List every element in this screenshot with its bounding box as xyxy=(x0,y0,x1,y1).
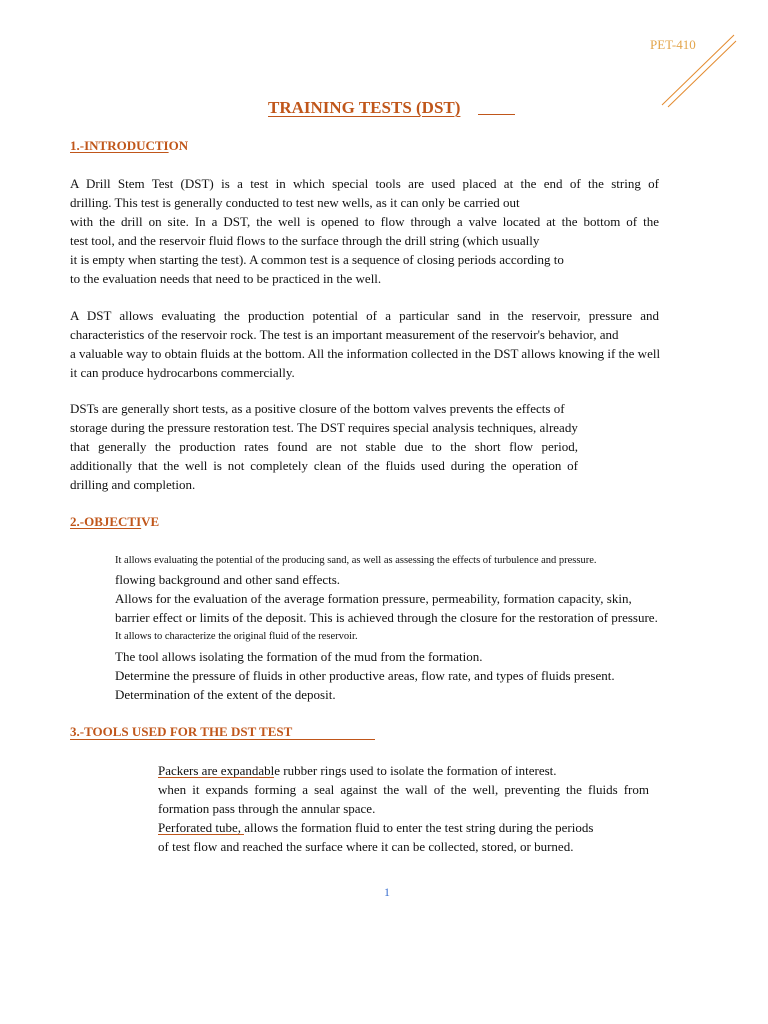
paragraph-line: drilling and completion. xyxy=(70,477,196,492)
list-item-text: Determination of the extent of the deposit. xyxy=(115,687,336,702)
paragraph-line: storage during the pressure restoration test. The DST requires special analysis techniques, already xyxy=(70,420,578,435)
list-item-text: It allows evaluating the potential of the producing sand, as well as assessing the effects of turbulence and pressure. xyxy=(115,555,597,566)
list-item-text: barrier effect or limits of the deposit. This is achieved through the closure for the restoration of pressure. xyxy=(115,610,658,625)
list-item-rest: allows the formation fluid to enter the test string during the periods xyxy=(244,820,594,835)
list-item-text: Allows for the evaluation of the average formation pressure, permeability, formation capacity, skin, xyxy=(115,591,632,606)
list-item-lead: Packers are expandab xyxy=(158,763,271,778)
paragraph-line: to the evaluation needs that need to be practiced in the well. xyxy=(70,271,382,286)
list-item-rest: le rubber rings used to isolate the formation of interest. xyxy=(270,763,557,778)
document-title: TRAINING TESTS (DST) xyxy=(268,98,461,117)
document-code: PET-410 xyxy=(650,37,696,52)
paragraph-line: a valuable way to obtain fluids at the bottom. All the information collected in the DST allows knowing if the well xyxy=(70,346,661,361)
paragraph-line: it can produce hydrocarbons commercially. xyxy=(70,365,295,380)
lead-underline xyxy=(158,834,244,835)
paragraph-line: characteristics of the reservoir rock. The test is an important measurement of the reservoir's behavior, and xyxy=(70,327,619,342)
section-heading-objective xyxy=(70,514,159,530)
list-item-text: The tool allows isolating the formation of the mud from the formation. xyxy=(115,649,483,664)
heading-underline xyxy=(70,739,375,740)
paragraph-line: with the drill on site. In a DST, the well is opened to flow through a valve located at the bottom of the xyxy=(70,214,659,229)
list-item-lead: Perforated tube, xyxy=(158,820,245,835)
paragraph-line: drilling. This test is generally conducted to test new wells, as it can only be carried out xyxy=(70,195,520,210)
paragraph-line: that generally the production rates found are not stable due to the short flow period, xyxy=(70,439,578,454)
section-heading-introduction xyxy=(70,138,188,154)
corner-decoration xyxy=(660,33,740,113)
heading-underlined-part: 2.-OBJECTI xyxy=(70,514,142,529)
title-underline-extension xyxy=(478,114,515,115)
lead-underline xyxy=(158,777,274,778)
page-number: 1 xyxy=(384,885,390,899)
paragraph-line: A DST allows evaluating the production potential of a particular sand in the reservoir, pressure and xyxy=(70,308,659,323)
list-item-text: when it expands forming a seal against the wall of the well, preventing the fluids from xyxy=(158,782,649,797)
paragraph-line: test tool, and the reservoir fluid flows to the surface through the drill string (which usually xyxy=(70,233,540,248)
list-item-text: formation pass through the annular space. xyxy=(158,801,376,816)
heading-underlined-part: 1.-INTRODUCTI xyxy=(70,138,169,153)
list-item-text: of test flow and reached the surface where it can be collected, stored, or burned. xyxy=(158,839,574,854)
heading-rest-part: ON xyxy=(168,138,189,153)
paragraph-line: DSTs are generally short tests, as a positive closure of the bottom valves prevents the effects of xyxy=(70,401,565,416)
list-item-text: Determine the pressure of fluids in other productive areas, flow rate, and types of fluids present. xyxy=(115,668,615,683)
paragraph-line: A Drill Stem Test (DST) is a test in which special tools are used placed at the end of the string of xyxy=(70,176,659,191)
paragraph-line: it is empty when starting the test). A common test is a sequence of closing periods according to xyxy=(70,252,564,267)
paragraph-line: additionally that the well is not completely clean of the fluids used during the operation of xyxy=(70,458,578,473)
section-heading-tools: 3.-TOOLS USED FOR THE DST TEST xyxy=(70,724,293,739)
list-item-text: flowing background and other sand effects. xyxy=(115,572,341,587)
list-item-text: It allows to characterize the original fluid of the reservoir. xyxy=(115,631,358,642)
heading-rest-part: VE xyxy=(141,514,160,529)
